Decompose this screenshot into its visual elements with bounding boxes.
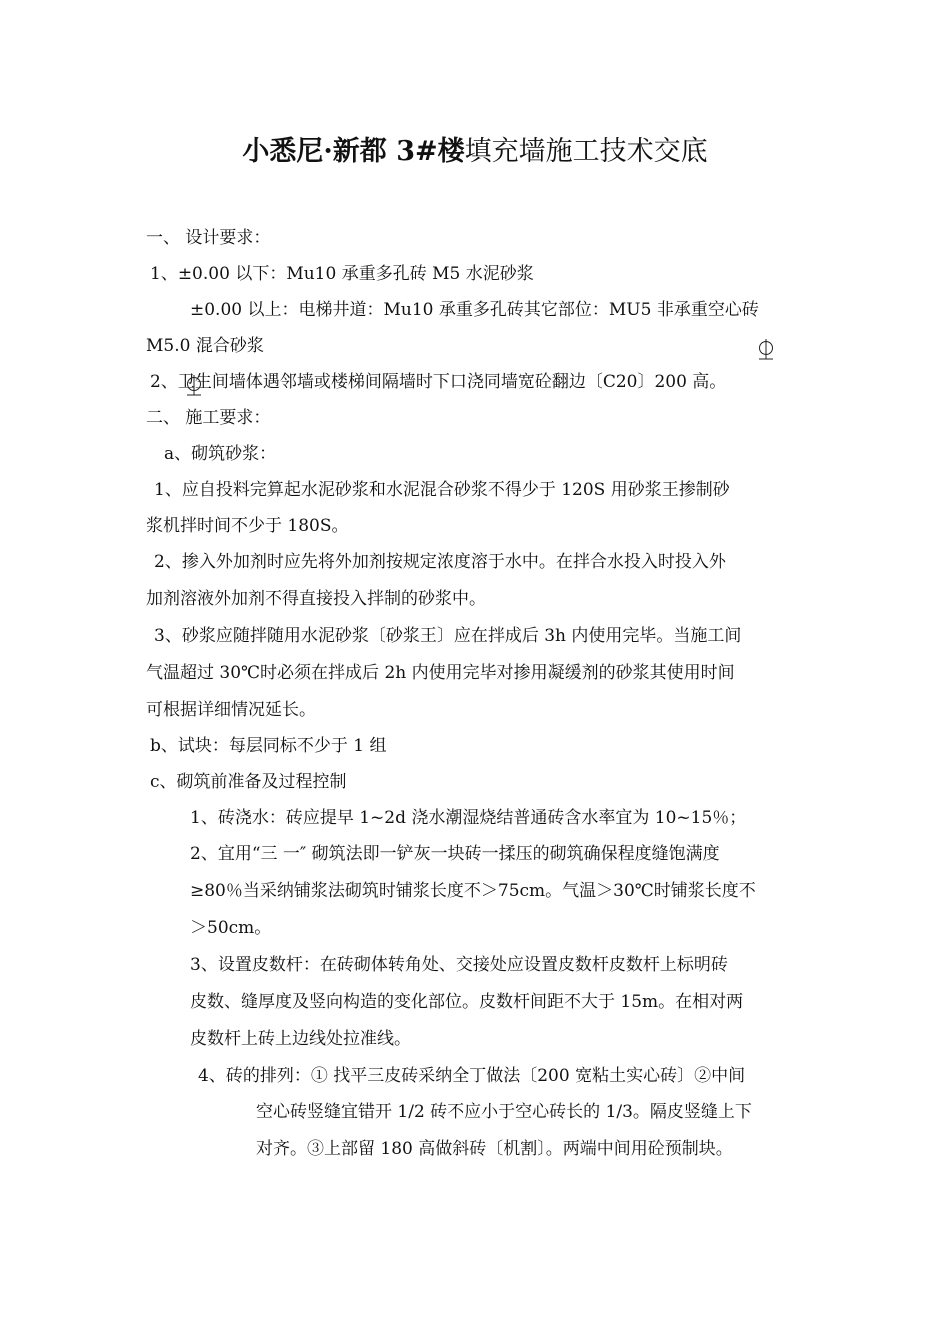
paragraph-line: 浆机拌时间不少于 180S。 bbox=[146, 516, 349, 536]
document-title bbox=[0, 134, 950, 170]
paragraph-line: 对齐。③上部留 180 高做斜砖〔机割〕。两端中间用砼预制块。 bbox=[256, 1139, 733, 1159]
subheading-mortar: a、砌筑砂浆： bbox=[164, 444, 277, 464]
title-normal-part: 填充墙施工技术交底 bbox=[464, 136, 708, 167]
anchor-mark-icon bbox=[758, 338, 774, 360]
subheading-test-block: b、试块：每层同标不少于 1 组 bbox=[150, 736, 387, 756]
paragraph-line: 1、±0.00 以下：Mu10 承重多孔砖 M5 水泥砂浆 bbox=[150, 264, 534, 284]
paragraph-line: 皮数、缝厚度及竖向构造的变化部位。皮数杆间距不大于 15m。在相对两 bbox=[190, 992, 744, 1012]
paragraph-line: 可根据详细情况延长。 bbox=[146, 700, 316, 720]
paragraph-line: 3、设置皮数杆：在砖砌体转角处、交接处应设置皮数杆皮数杆上标明砖 bbox=[190, 955, 728, 975]
subheading-preparation: c、砌筑前准备及过程控制 bbox=[150, 772, 347, 792]
section-heading-design: 一、 设计要求： bbox=[146, 228, 271, 248]
section-heading-construction: 二、 施工要求： bbox=[146, 408, 271, 428]
paragraph-line: ±0.00 以上：电梯井道：Mu10 承重多孔砖其它部位：MU5 非承重空心砖 bbox=[190, 300, 759, 320]
paragraph-line: 皮数杆上砖上边线处拉准线。 bbox=[190, 1029, 411, 1049]
paragraph-line: 1、砖浇水：砖应提早 1~2d 浇水潮湿烧结普通砖含水率宜为 10~15％； bbox=[190, 808, 747, 828]
paragraph-line: 2、宜用“三 一″ 砌筑法即一铲灰一块砖一揉压的砌筑确保程度缝饱满度 bbox=[190, 844, 720, 864]
paragraph-line: 2、卫生间墙体遇邻墙或楼梯间隔墙时下口浇同墙宽砼翻边〔C20〕200 高。 bbox=[150, 372, 727, 392]
paragraph-line: ≥80％当采纳铺浆法砌筑时铺浆长度不＞75cm。气温＞30℃时铺浆长度不 bbox=[190, 881, 756, 901]
paragraph-line: M5.0 混合砂浆 bbox=[146, 336, 264, 356]
paragraph-line: 气温超过 30℃时必须在拌成后 2h 内使用完毕对掺用凝缓剂的砂浆其使用时间 bbox=[146, 663, 735, 683]
paragraph-line: 3、砂浆应随拌随用水泥砂浆〔砂浆王〕应在拌成后 3h 内使用完毕。当施工间 bbox=[154, 626, 742, 646]
paragraph-line: 空心砖竖缝宜错开 1/2 砖不应小于空心砖长的 1/3。隔皮竖缝上下 bbox=[256, 1102, 752, 1122]
paragraph-line: 加剂溶液外加剂不得直接投入拌制的砂浆中。 bbox=[146, 589, 486, 609]
paragraph-line: 4、砖的排列：① 找平三皮砖采纳全丁做法〔200 宽粘土实心砖〕②中间 bbox=[198, 1066, 746, 1086]
title-bold-part: 小悉尼·新都 3#楼 bbox=[242, 136, 465, 167]
anchor-mark-icon bbox=[186, 374, 202, 396]
paragraph-line: ＞50cm。 bbox=[190, 918, 272, 938]
paragraph-line: 1、应自投料完算起水泥砂浆和水泥混合砂浆不得少于 120S 用砂浆王掺制砂 bbox=[154, 480, 730, 500]
paragraph-line: 2、掺入外加剂时应先将外加剂按规定浓度溶于水中。在拌合水投入时投入外 bbox=[154, 552, 726, 572]
